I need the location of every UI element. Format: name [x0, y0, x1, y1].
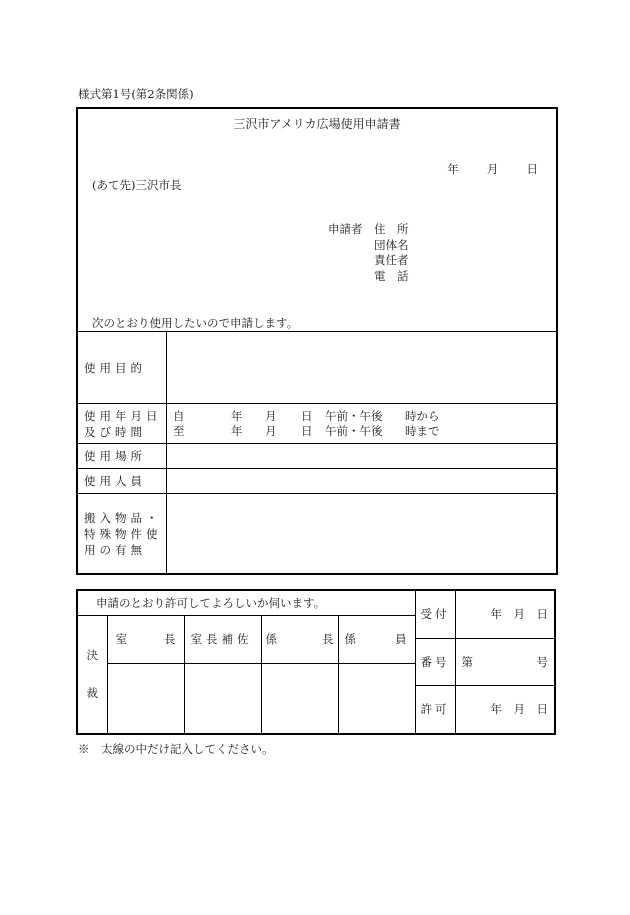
decision-label: 決 裁	[77, 615, 107, 734]
applicant-phone-label: 電 話	[374, 268, 409, 283]
receipt-date[interactable]: 年 月 日	[455, 590, 555, 638]
number-field[interactable]: 第 号	[455, 638, 555, 685]
receipt-label: 受付	[415, 590, 455, 638]
date-month: 月	[486, 162, 499, 176]
datetime-from-row: 自 年 月 日 午前・午後 時から	[173, 409, 440, 423]
number-label: 番号	[415, 638, 455, 685]
purpose-label: 使用目的	[78, 332, 167, 404]
permit-label: 許可	[415, 685, 455, 734]
people-field[interactable]	[167, 469, 557, 494]
stamp-unit-chief[interactable]	[261, 663, 338, 734]
stamp-section-chief[interactable]	[107, 663, 184, 734]
stamp-deputy-chief[interactable]	[184, 663, 261, 734]
stamp-staff[interactable]	[338, 663, 415, 734]
items-field[interactable]	[167, 494, 557, 574]
role-staff: 係 員	[338, 615, 415, 663]
usage-table	[78, 331, 556, 573]
place-field[interactable]	[167, 444, 557, 469]
approval-box	[76, 589, 556, 735]
applicant-organization-label: 団体名	[374, 237, 409, 252]
application-form	[76, 107, 558, 575]
datetime-field[interactable]	[167, 404, 557, 444]
form-title: 三沢市アメリカ広場使用申請書	[233, 117, 401, 131]
place-label: 使用場所	[78, 444, 167, 469]
applicant-block	[328, 222, 409, 284]
role-unit-chief: 係 長	[261, 615, 338, 663]
applicant-address-label: 住 所	[374, 222, 409, 236]
items-label: 搬入物品・ 特殊物件使 用の有無	[78, 494, 167, 574]
applicant-representative-label: 責任者	[374, 253, 409, 267]
intro-text: 次のとおり使用したいので申請します。	[92, 316, 299, 330]
datetime-label: 使用年月日 及び時間	[78, 404, 167, 444]
date-year: 年	[447, 162, 459, 176]
footnote: ※ 太線の中だけ記入してください。	[78, 742, 274, 756]
datetime-to-row: 至 年 月 日 午前・午後 時まで	[173, 423, 440, 438]
application-date[interactable]	[431, 161, 538, 177]
role-section-chief: 室 長	[107, 615, 184, 663]
date-day: 日	[526, 162, 538, 176]
role-deputy-chief: 室長補佐	[184, 615, 261, 663]
applicant-prefix: 申請者	[328, 222, 363, 236]
form-number-label: 様式第1号(第2条関係)	[78, 87, 194, 101]
permit-date[interactable]: 年 月 日	[455, 685, 555, 734]
people-label: 使用人員	[78, 469, 167, 494]
approval-header: 申請のとおり許可してよろしいか伺います。	[77, 590, 415, 615]
addressee: (あて先)三沢市長	[92, 178, 182, 192]
purpose-field[interactable]	[167, 332, 557, 404]
